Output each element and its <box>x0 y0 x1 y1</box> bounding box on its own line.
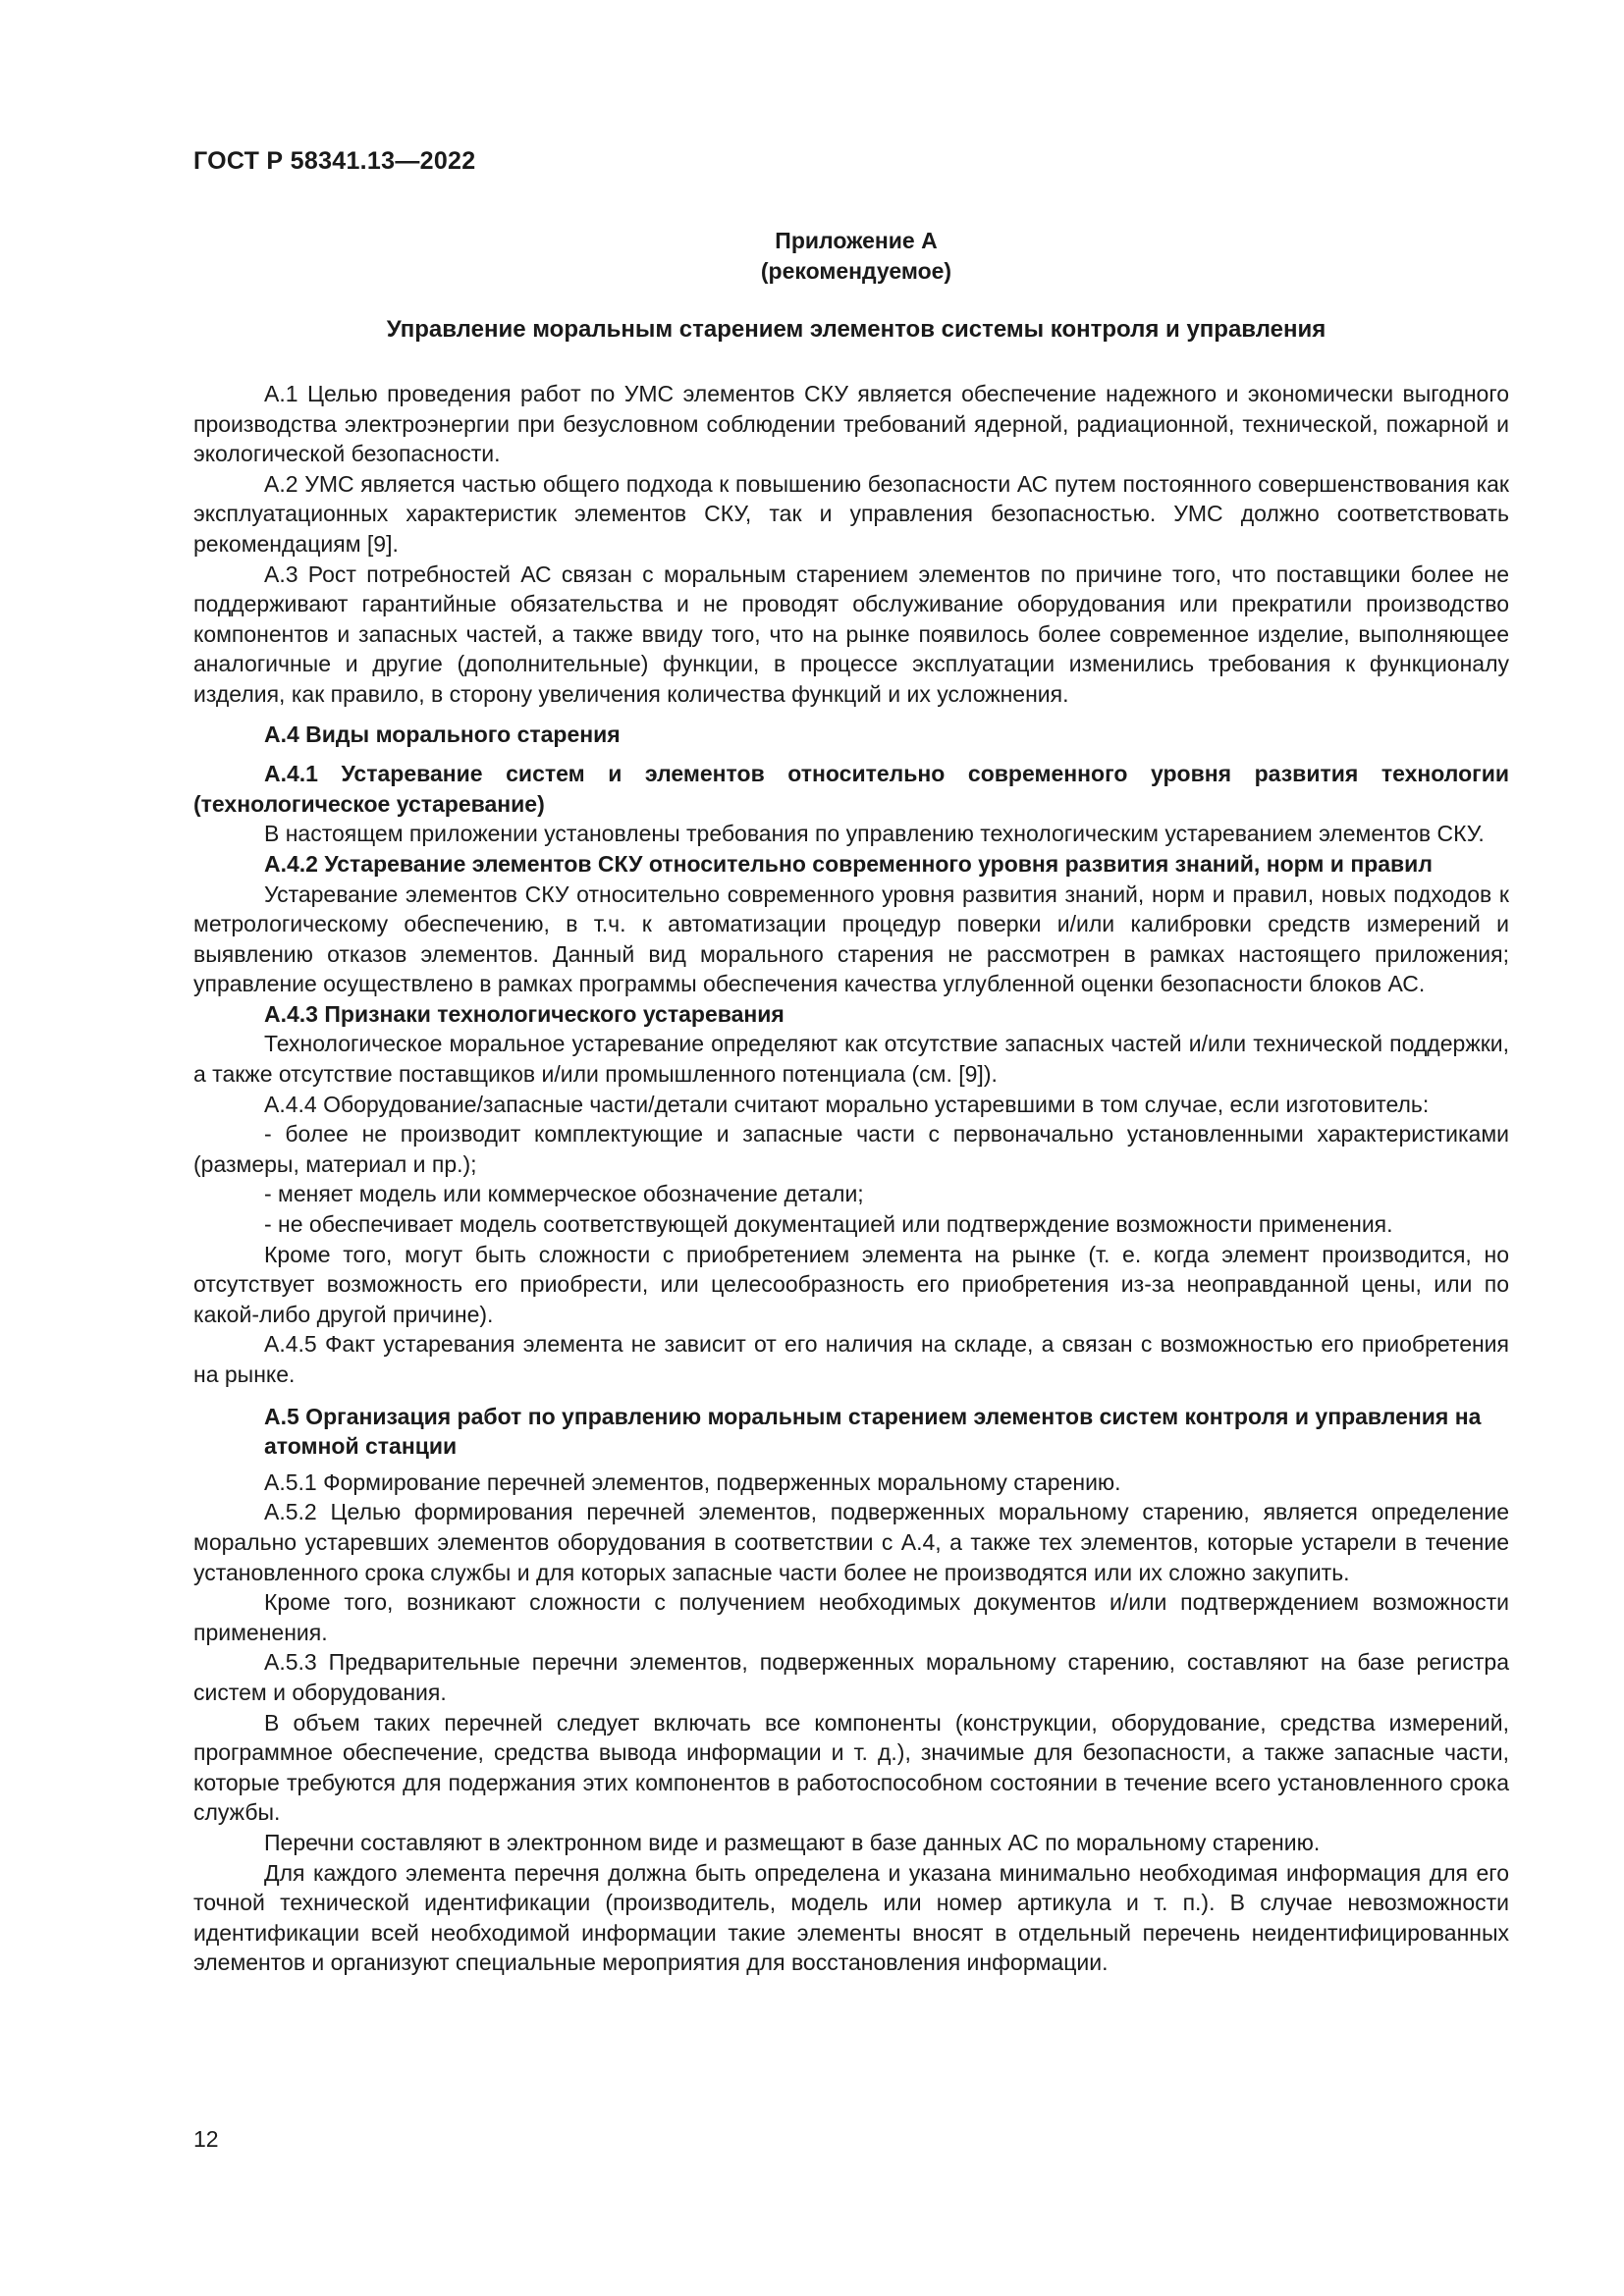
annex-label: Приложение А <box>775 228 938 253</box>
heading-a43: А.4.3 Признаки технологического устаревания <box>264 1000 785 1027</box>
paragraph-a53: А.5.3 Предварительные перечни элементов, подверженных моральному старению, составляют на базе регистра систем и оборудования. <box>193 1649 1509 1705</box>
paragraph-a41: В настоящем приложении установлены требования по управлению технологическим устареванием элементов СКУ. <box>264 821 1485 847</box>
paragraph-a45: А.4.5 Факт устаревания элемента не зависит от его наличия на складе, а связан с возможностью его приобретения на рынке. <box>193 1331 1509 1387</box>
paragraph-a43: Технологическое моральное устаревание определяют как отсутствие запасных частей и/или технической поддержки, а также отсутствие поставщиков и/или промышленного потенциала (см. [9]). <box>193 1031 1509 1088</box>
paragraph-a3: А.3 Рост потребностей АС связан с моральным старением элементов по причине того, что поставщики более не поддерживают гарантийные обязательства и не проводят обслуживание оборудования или прекратили производство компонентов и запасных частей, а также ввиду того, что на рынке появилось более современное изделие, выполняющее аналогичные и другие (дополнительные) функции, в процессе эксплуатации изменились требования к функционалу изделия, как правило, в сторону увеличения количества функций и их усложнения. <box>193 561 1509 707</box>
paragraph-a44-extra: Кроме того, могут быть сложности с приобретением элемента на рынке (т. е. когда элемент производится, но отсутствует возможность его приобрести, или целесообразность его приобретения из-за неоправданной цены, или по какой-либо другой причине). <box>193 1241 1509 1327</box>
heading-a4: А.4 Виды морального старения <box>264 721 621 747</box>
paragraph-a53-3: Перечни составляют в электронном виде и размещают в базе данных АС по моральному старению. <box>264 1829 1321 1855</box>
paragraph-a53-4: Для каждого элемента перечня должна быть определена и указана минимально необходимая информация для его точной технической идентификации (производитель, модель или номер артикула и т. п.). В случае невозможности идентификации всей необходимой информации такие элементы вносят в отдельный перечень неидентифицированных элементов и организуют специальные мероприятия для восстановления информации. <box>193 1859 1509 1976</box>
heading-a42: А.4.2 Устаревание элементов СКУ относительно современного уровня развития знаний, норм и правил <box>264 850 1433 877</box>
list-item-a44-2: - меняет модель или коммерческое обозначение детали; <box>264 1181 864 1207</box>
paragraph-a2: А.2 УМС является частью общего подхода к повышению безопасности АС путем постоянного совершенствования как эксплуатационных характеристик элементов СКУ, так и управления безопасностью. УМС должно соответствовать рекомендациям [9]. <box>193 470 1509 557</box>
page-number: 12 <box>193 2126 219 2152</box>
standard-number: ГОСТ Р 58341.13—2022 <box>193 147 476 175</box>
heading-a41: А.4.1 Устаревание систем и элементов относительно современного уровня развития технологии (технологическое устаревание) <box>193 761 1509 817</box>
paragraph-a1: А.1 Целью проведения работ по УМС элементов СКУ является обеспечение надежного и экономически выгодного производства электроэнергии при безусловном соблюдении требований ядерной, радиационной, технической, пожарной и экологической безопасности. <box>193 381 1509 467</box>
annex-status: (рекомендуемое) <box>760 258 952 284</box>
paragraph-a42: Устаревание элементов СКУ относительно современного уровня развития знаний, норм и правил, новых подходов к метрологическому обеспечению, в т.ч. к автоматизации процедур поверки и/или калибровки средств измерений и выявлению отказов элементов. Данный вид морального старения не рассмотрен в рамках настоящего приложения; управление осуществлено в рамках программы обеспечения качества углубленной оценки безопасности блоков АС. <box>193 881 1509 997</box>
paragraph-a53-2: В объем таких перечней следует включать все компоненты (конструкции, оборудование, средства измерений, программное обеспечение, средства вывода информации и т. д.), значимые для безопасности, а также запасные части, которые требуются для подержания этих компонентов в работоспособном состоянии в течение всего установленного срока службы. <box>193 1709 1509 1826</box>
document-body <box>193 379 1509 1978</box>
annex-header <box>193 226 1519 287</box>
list-item-a44-1: - более не производит комплектующие и запасные части с первоначально установленными характеристиками (размеры, материал и пр.); <box>193 1121 1509 1177</box>
paragraph-a52: А.5.2 Целью формирования перечней элементов, подверженных моральному старению, является определение морально устаревших элементов оборудования в соответствии с А.4, а также тех элементов, которые устарели в течение установленного срока службы и для которых запасные части более не производятся или их сложно закупить. <box>193 1499 1509 1585</box>
paragraph-a52-extra: Кроме того, возникают сложности с получением необходимых документов и/или подтверждением возможности применения. <box>193 1589 1509 1645</box>
paragraph-a51: А.5.1 Формирование перечней элементов, подверженных моральному старению. <box>264 1468 1121 1495</box>
paragraph-a44: А.4.4 Оборудование/запасные части/детали считают морально устаревшими в том случае, если изготовитель: <box>264 1091 1430 1117</box>
list-item-a44-3: - не обеспечивает модель соответствующей документацией или подтверждение возможности применения. <box>264 1211 1393 1238</box>
heading-a5: А.5 Организация работ по управлению моральным старением элементов систем контроля и управления на атомной станции <box>264 1403 1482 1460</box>
annex-title: Управление моральным старением элементов системы контроля и управления <box>386 316 1326 343</box>
